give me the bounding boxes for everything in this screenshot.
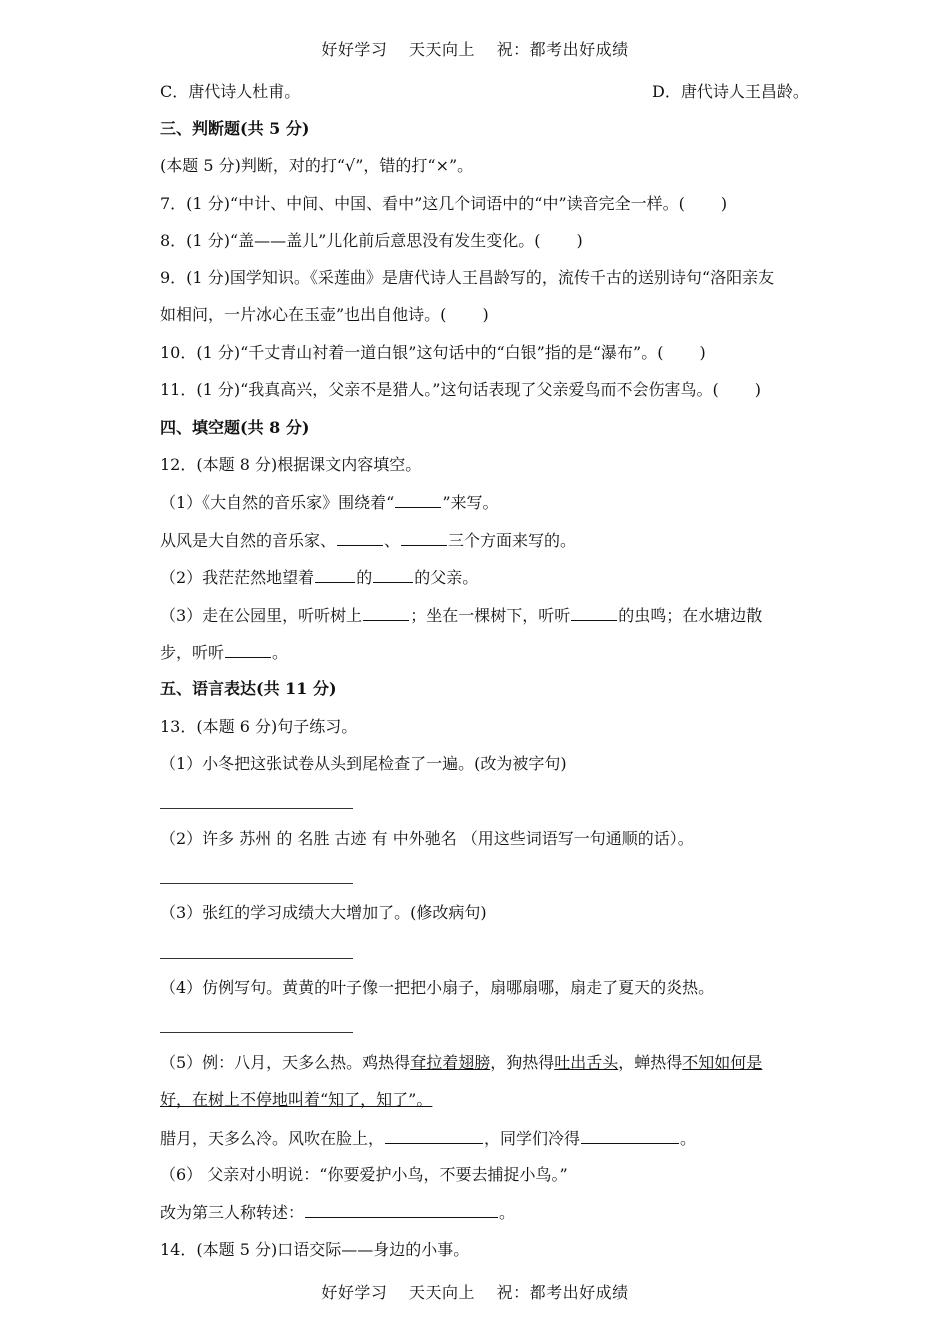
header-text-2: 天天向上 — [408, 40, 475, 59]
section5-title: 五、语言表达(共 11 分) — [160, 679, 337, 698]
question-13: 13．(本题 6 分)句子练习。 — [160, 717, 358, 736]
header-text-1: 好好学习 — [321, 40, 388, 59]
fill-blank[interactable] — [395, 492, 441, 508]
question-8: 8．(1 分)“盖——盖儿”儿化前后意思没有发生变化。( ) — [160, 231, 583, 250]
header-text-3: 祝：都考出好成绩 — [496, 40, 629, 59]
q12-part1-cont: 从风是大自然的音乐家、 、 三个方面来写的。 — [160, 531, 577, 550]
q12-part2: （2）我茫茫然地望着 的 的父亲。 — [160, 568, 479, 587]
fill-blank[interactable] — [401, 530, 447, 546]
answer-line[interactable] — [160, 1032, 353, 1033]
q12-part1: （1）《大自然的音乐家》围绕着“ ”来写。 — [160, 493, 499, 512]
question-9-line1: 9．(1 分)国学知识。《采莲曲》是唐代诗人王昌龄写的，流传千古的送别诗句“洛阳亲友 — [160, 268, 775, 287]
answer-line[interactable] — [160, 808, 353, 809]
question-10: 10．(1 分)“千丈青山衬着一道白银”这句话中的“白银”指的是“瀑布”。( ) — [160, 343, 706, 362]
fill-blank[interactable] — [337, 530, 383, 546]
page-footer — [0, 1280, 950, 1303]
question-14: 14．(本题 5 分)口语交际——身边的小事。 — [160, 1240, 470, 1259]
answer-line[interactable] — [160, 958, 353, 959]
question-7: 7．(1 分)“中计、中间、中国、看中”这几个词语中的“中”读音完全一样。( ) — [160, 194, 728, 213]
fill-blank[interactable] — [373, 567, 413, 583]
question-12: 12．(本题 8 分)根据课文内容填空。 — [160, 455, 422, 474]
page-header — [0, 37, 950, 60]
fill-blank[interactable] — [315, 567, 355, 583]
question-11: 11．(1 分)“我真高兴，父亲不是猎人。”这句话表现了父亲爱鸟而不会伤害鸟。( ) — [160, 380, 761, 399]
q12-part3-cont: 步，听听 。 — [160, 643, 289, 662]
q13-sentence-4: （4）仿例写句。黄黄的叶子像一把把小扇子，扇哪扇哪，扇走了夏天的炎热。 — [160, 978, 715, 997]
q13-sentence-5-cont: 好，在树上不停地叫着“知了，知了”。 — [160, 1090, 433, 1109]
question-9-line2: 如相问，一片冰心在玉壶”也出自他诗。( ) — [160, 305, 489, 324]
option-d: D．唐代诗人王昌龄。 — [652, 82, 809, 101]
fill-blank[interactable] — [581, 1128, 679, 1144]
q13-sentence-3: （3）张红的学习成绩大大增加了。(修改病句) — [160, 903, 487, 922]
q13-sentence-6: （6） 父亲对小明说：“你要爱护小鸟，不要去捕捉小鸟。” — [160, 1165, 568, 1184]
fill-blank[interactable] — [363, 605, 409, 621]
section4-title: 四、填空题(共 8 分) — [160, 418, 310, 437]
q13-sentence-5-task: 腊月，天多么冷。风吹在脸上， ，同学们冷得 。 — [160, 1129, 697, 1148]
q13-sentence-6-task: 改为第三人称转述： 。 — [160, 1203, 516, 1222]
fill-blank[interactable] — [305, 1202, 498, 1218]
q12-part3: （3）走在公园里，听听树上 ；坐在一棵树下，听听 的虫鸣；在水塘边散 — [160, 606, 763, 625]
q13-sentence-2: （2）许多 苏州 的 名胜 古迹 有 中外驰名 （用这些词语写一句通顺的话）。 — [160, 829, 694, 848]
fill-blank[interactable] — [571, 605, 617, 621]
answer-line[interactable] — [160, 883, 353, 884]
footer-text-1: 好好学习 — [321, 1283, 388, 1302]
q13-sentence-1: （1）小冬把这张试卷从头到尾检查了一遍。(改为被字句) — [160, 754, 567, 773]
q13-sentence-5: （5）例：八月，天多么热。鸡热得耷拉着翅膀，狗热得吐出舌头，蝉热得不知如何是 — [160, 1053, 763, 1072]
q6-options — [160, 82, 809, 102]
section3-title: 三、判断题(共 5 分) — [160, 119, 310, 138]
fill-blank[interactable] — [225, 642, 271, 658]
option-c: C．唐代诗人杜甫。 — [160, 82, 301, 101]
fill-blank[interactable] — [385, 1128, 483, 1144]
section3-intro: (本题 5 分)判断，对的打“√”，错的打“×”。 — [160, 156, 474, 175]
footer-text-3: 祝：都考出好成绩 — [496, 1283, 629, 1302]
footer-text-2: 天天向上 — [408, 1283, 475, 1302]
